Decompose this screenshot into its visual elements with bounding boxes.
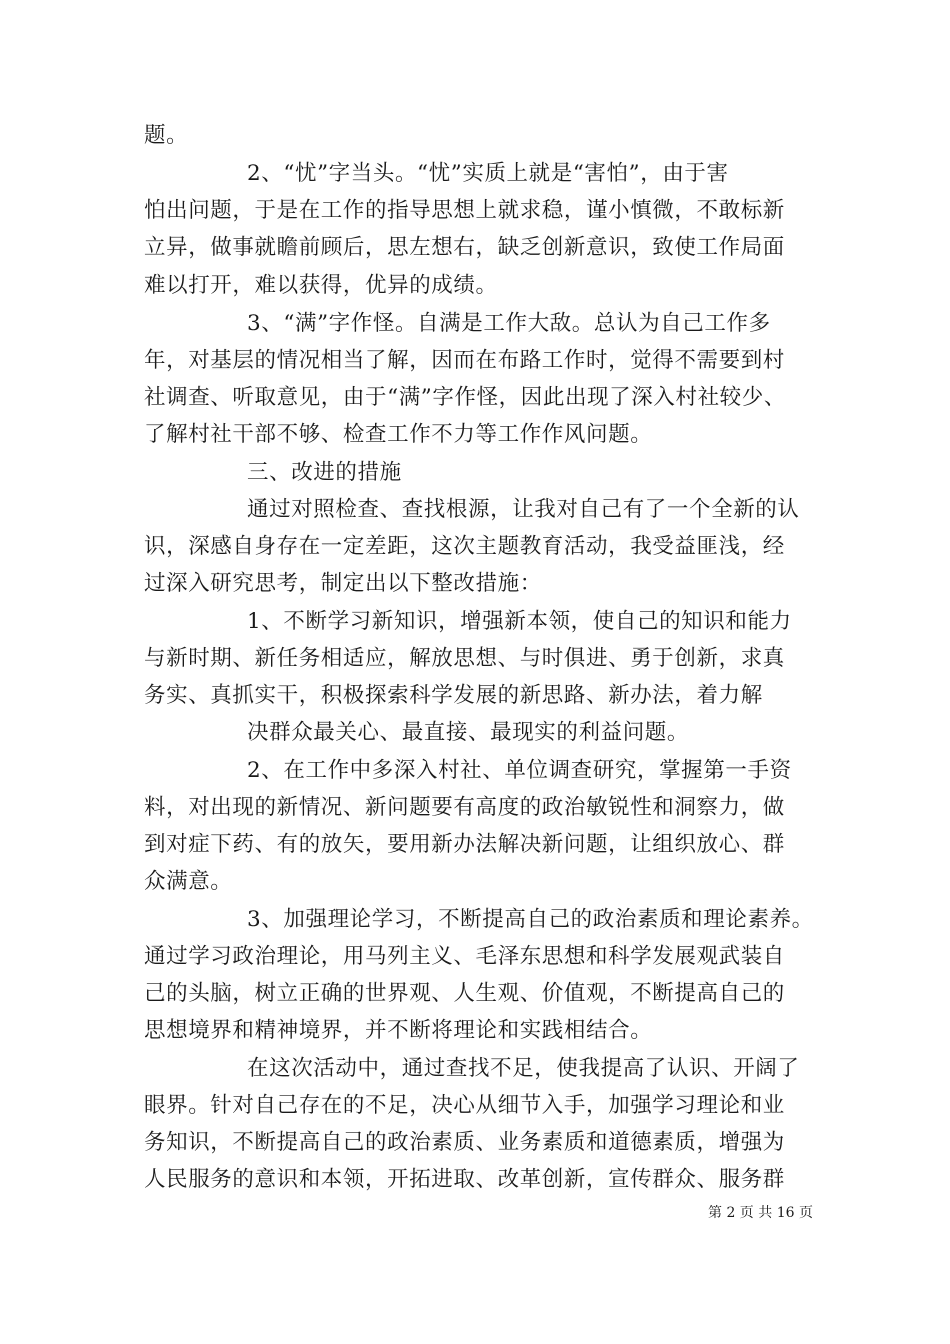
text-line: 在这次活动中，通过查找不足，使我提高了认识、开阔了 bbox=[247, 1056, 800, 1081]
text-line: 决群众最关心、最直接、最现实的利益问题。 bbox=[247, 720, 690, 745]
text-line: 己的头脑，树立正确的世界观、人生观、价值观，不断提高自己的 bbox=[144, 981, 785, 1006]
text-line: 到对症下药、有的放矢，要用新办法解决新问题，让组织放心、群 bbox=[144, 832, 785, 857]
text-line: 3、“满”字作怪。自满是工作大敌。总认为自己工作多 bbox=[247, 311, 771, 336]
text-line: 眼界。针对自己存在的不足，决心从细节入手，加强学习理论和业 bbox=[144, 1093, 785, 1118]
text-line: 过深入研究思考，制定出以下整改措施： bbox=[144, 571, 542, 596]
text-line: 与新时期、新任务相适应，解放思想、与时俱进、勇于创新，求真 bbox=[144, 646, 785, 671]
text-line: 2、在工作中多深入村社、单位调查研究，掌握第一手资 bbox=[247, 758, 792, 783]
text-line: 务实、真抓实干，积极探索科学发展的新思路、新办法，着力解 bbox=[144, 683, 763, 708]
text-line: 了解村社干部不够、检查工作不力等工作作风问题。 bbox=[144, 422, 653, 447]
text-line: 通过学习政治理论，用马列主义、毛泽东思想和科学发展观武装自 bbox=[144, 944, 785, 969]
text-line: 年，对基层的情况相当了解，因而在布路工作时，觉得不需要到村 bbox=[144, 348, 785, 373]
text-line: 1、不断学习新知识，增强新本领，使自己的知识和能力 bbox=[247, 609, 792, 634]
text-line: 题。 bbox=[144, 123, 189, 148]
text-line: 众满意。 bbox=[144, 869, 233, 894]
text-line: 人民服务的意识和本领，开拓进取、改革创新，宣传群众、服务群 bbox=[144, 1167, 785, 1192]
section-heading: 三、改进的措施 bbox=[247, 460, 402, 485]
text-line: 识，深感自身存在一定差距，这次主题教育活动，我受益匪浅，经 bbox=[144, 534, 785, 559]
text-line: 立异，做事就瞻前顾后，思左想右，缺乏创新意识，致使工作局面 bbox=[144, 235, 785, 260]
text-line: 料，对出现的新情况、新问题要有高度的政治敏锐性和洞察力，做 bbox=[144, 795, 785, 820]
text-line: 3、加强理论学习，不断提高自己的政治素质和理论素养。 bbox=[247, 907, 814, 932]
text-line: 务知识，不断提高自己的政治素质、业务素质和道德素质，增强为 bbox=[144, 1130, 785, 1155]
text-line: 怕出问题，于是在工作的指导思想上就求稳，谨小慎微，不敢标新 bbox=[144, 198, 785, 223]
text-line: 思想境界和精神境界，并不断将理论和实践相结合。 bbox=[144, 1018, 653, 1043]
text-line: 通过对照检查、查找根源，让我对自己有了一个全新的认 bbox=[247, 497, 800, 522]
text-line: 社调查、听取意见，由于“满”字作怪，因此出现了深入村社较少、 bbox=[144, 385, 786, 410]
text-line: 难以打开，难以获得，优异的成绩。 bbox=[144, 273, 498, 298]
page-number: 第 2 页 共 16 页 bbox=[708, 1205, 813, 1221]
text-line: 2、“忧”字当头。“忧”实质上就是“害怕”，由于害 bbox=[247, 161, 729, 186]
